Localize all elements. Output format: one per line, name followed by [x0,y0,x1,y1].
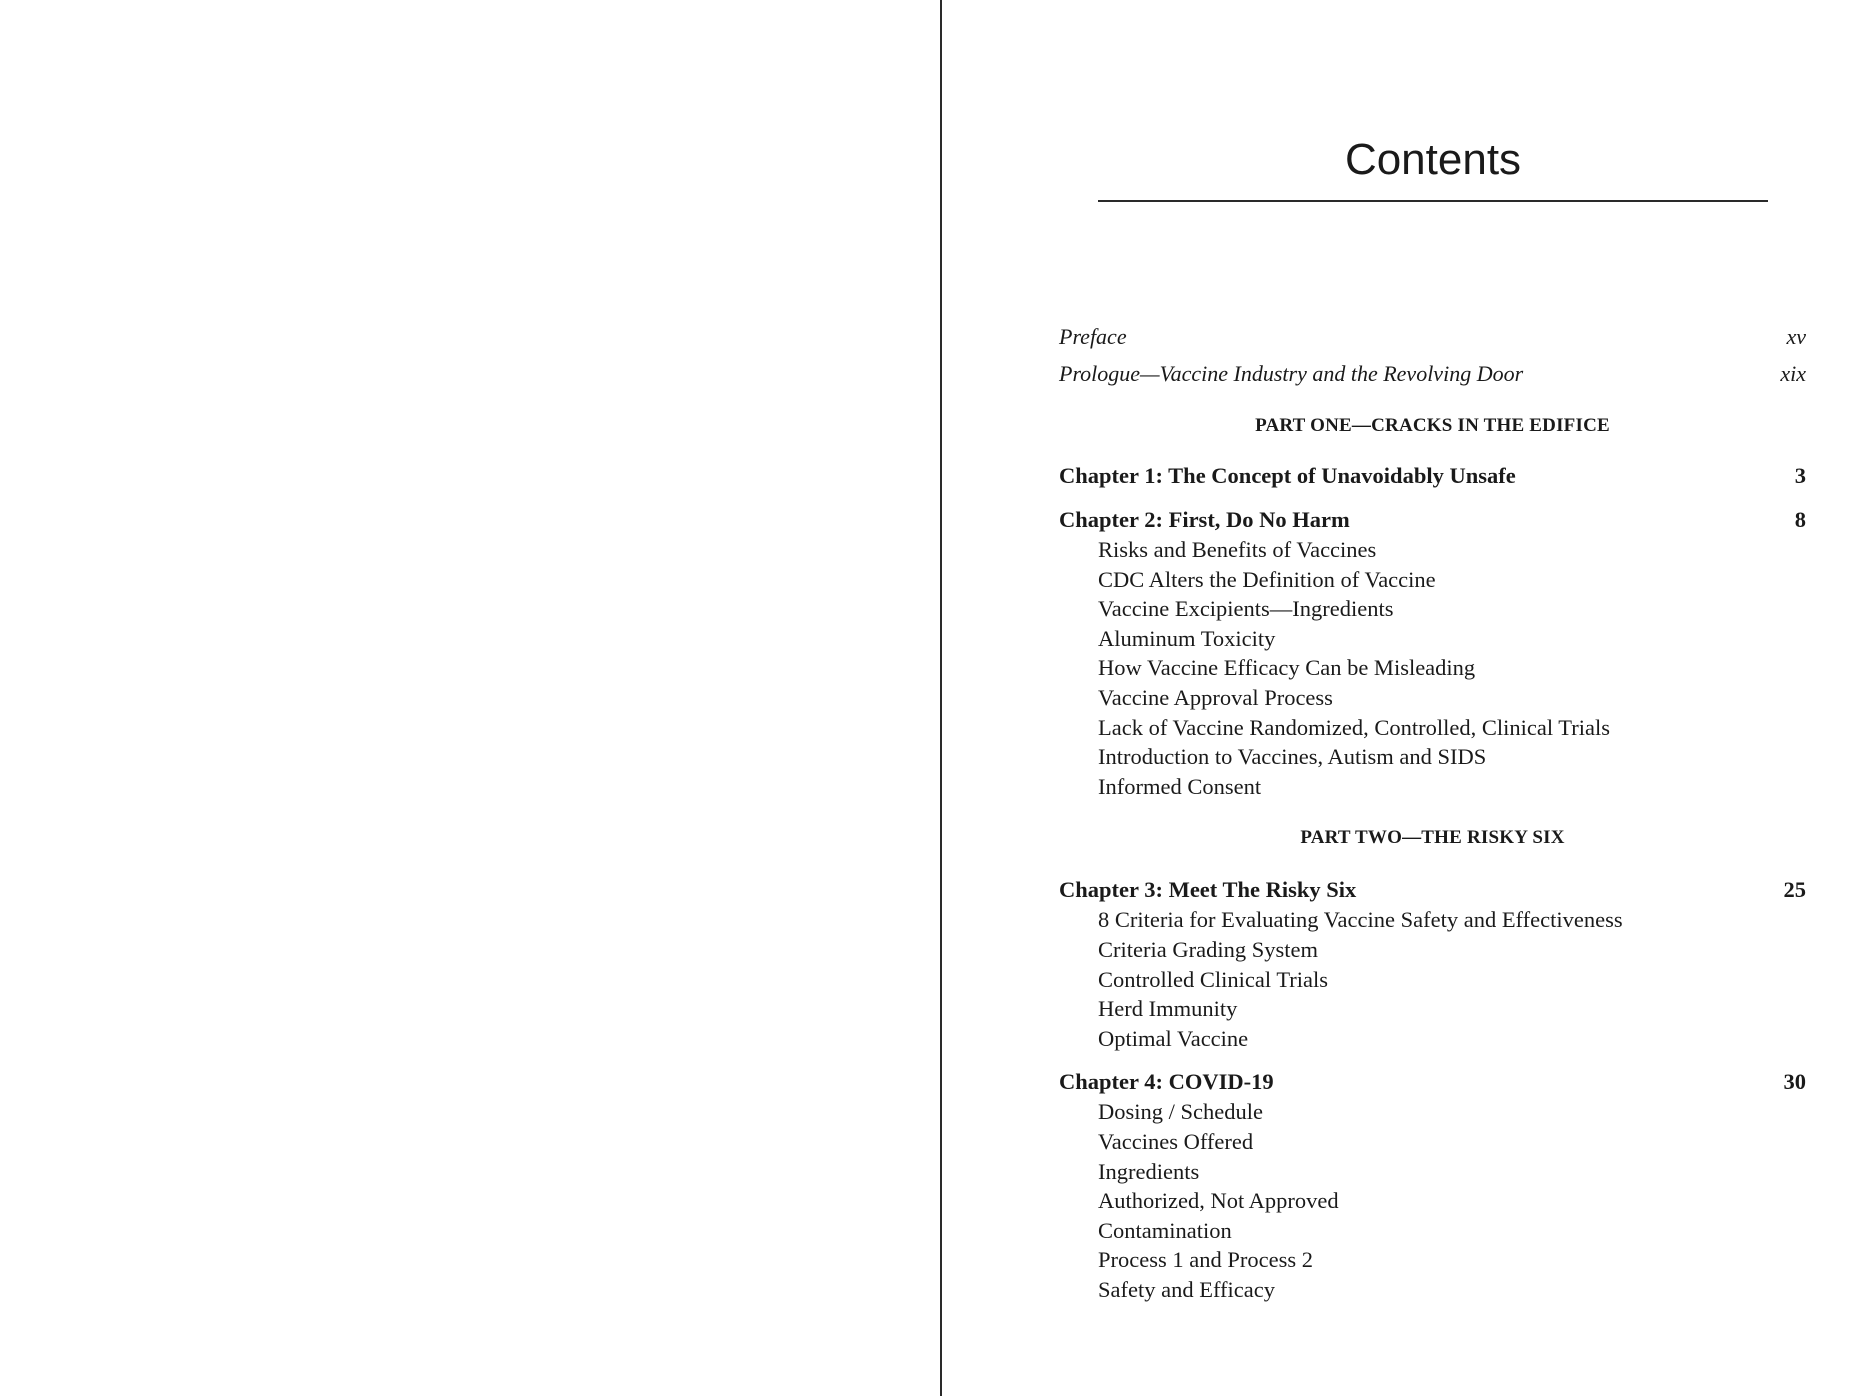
toc-chapter-1[interactable] [1059,461,1806,491]
toc-entry-label: Preface [1059,324,1127,349]
chapter-page: 8 [1794,507,1806,532]
chapter-title: Chapter 2: First, Do No Harm [1059,507,1350,532]
chapter-4 [1059,1067,1806,1304]
toc-entry-preface[interactable] [1059,318,1806,355]
section-item[interactable]: Dosing / Schedule [1098,1099,1263,1125]
chapter-3 [1059,875,1806,1053]
section-item[interactable]: Safety and Efficacy [1098,1276,1276,1302]
toc-chapter-4[interactable] [1059,1067,1806,1097]
title-rule [1098,200,1768,202]
chapter-title: Chapter 3: Meet The Risky Six [1059,877,1357,903]
right-page-contents [942,0,1862,1396]
chapter-4-sections [1059,1097,1806,1304]
chapter-3-sections [1059,905,1806,1053]
toc-entry-page: xv [1786,324,1806,349]
section-item[interactable]: Vaccine Excipients—Ingredients [1098,596,1394,622]
chapter-title: Chapter 1: The Concept of Unavoidably Unsafe [1059,463,1516,488]
chapter-page: 25 [1783,877,1806,903]
toc-chapter-2[interactable] [1059,505,1806,535]
section-item[interactable]: Ingredients [1098,1158,1200,1184]
part-one-heading: PART ONE—CRACKS IN THE EDIFICE [1255,415,1610,436]
section-item[interactable]: Informed Consent [1098,773,1262,799]
chapter-2 [1059,505,1806,801]
toc-entry-prologue[interactable] [1059,355,1806,392]
toc-entry-label: Prologue—Vaccine Industry and the Revolving Door [1059,361,1524,386]
page-title: Contents [1344,135,1522,184]
chapter-title: Chapter 4: COVID-19 [1059,1069,1274,1095]
chapter-1 [1059,461,1806,491]
chapter-2-sections [1059,535,1806,801]
toc-chapter-3[interactable] [1059,875,1806,905]
section-item[interactable]: Herd Immunity [1098,996,1238,1022]
toc-entry-page: xix [1780,361,1806,386]
chapter-page: 3 [1794,463,1806,488]
chapter-page: 30 [1783,1069,1806,1095]
section-item[interactable]: Lack of Vaccine Randomized, Controlled, Clinical Trials [1098,714,1610,740]
section-item[interactable]: CDC Alters the Definition of Vaccine [1098,566,1436,592]
section-item[interactable]: Introduction to Vaccines, Autism and SIDS [1098,744,1487,770]
section-item[interactable]: How Vaccine Efficacy Can be Misleading [1098,655,1476,681]
section-item[interactable]: Vaccines Offered [1098,1128,1254,1154]
section-item[interactable]: Criteria Grading System [1098,936,1318,962]
section-item[interactable]: Aluminum Toxicity [1098,625,1276,651]
part-two-heading: PART TWO—THE RISKY SIX [1300,827,1565,849]
section-item[interactable]: Authorized, Not Approved [1098,1188,1339,1214]
section-item[interactable]: Contamination [1098,1217,1232,1243]
section-item[interactable]: Process 1 and Process 2 [1098,1247,1313,1273]
section-item[interactable]: Vaccine Approval Process [1098,684,1333,710]
section-item[interactable]: Controlled Clinical Trials [1098,966,1329,992]
table-of-contents [1059,318,1806,1304]
section-item[interactable]: Optimal Vaccine [1098,1025,1249,1051]
section-item[interactable]: Risks and Benefits of Vaccines [1098,537,1377,562]
section-item[interactable]: 8 Criteria for Evaluating Vaccine Safety and Effectiveness [1098,907,1623,933]
